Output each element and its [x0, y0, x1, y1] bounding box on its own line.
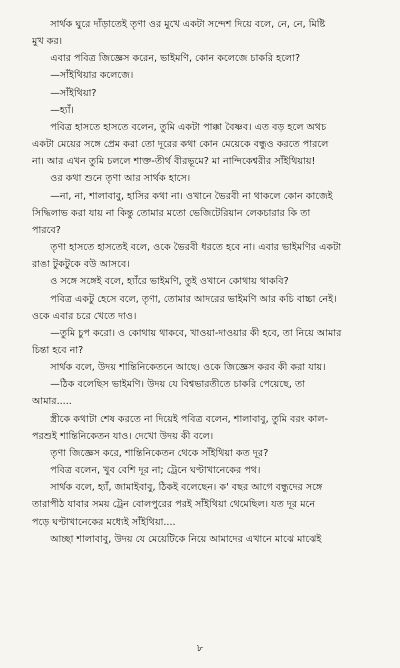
text-line: এবার পবিত্র জিজ্ঞেস করেন, ভাইমণি, কোন কলেজে চাকরি হলো?	[32, 53, 301, 65]
text-line: সার্থক বলে, উদয় শান্তিনিকেতনে আছে। ওকে জিজ্ঞেস করব কী করা যায়।	[32, 362, 326, 374]
text-line: একটা মেয়ের সঙ্গে প্রেম করা তো দূরের কথা কোন মেয়েকে বন্ধুও করতে পারলে	[32, 139, 329, 151]
text-line: —সাঁইথিয়া?	[32, 87, 97, 99]
text-line: স্ত্রীকে কথাটা শেষ করতে না দিয়েই পবিত্র বলেন, শালাবাবু, তুমি বরং কাল-	[32, 413, 328, 425]
text-line: মুখ কর।	[32, 36, 63, 48]
text-line: সার্থক বলে, হ্যাঁ, জামাইবাবু, ঠিকই বলেছেন। ক' বছর আগে বন্ধুদের সঙ্গে	[32, 482, 323, 494]
text-line: তৃণা হাসতে হাসতেই বলে, ওকে ভৈরবী ধরতে হবে না। এবার ভাইমণির একটা	[32, 242, 342, 254]
text-line: পারবে?	[32, 224, 61, 236]
text-line: ওর কথা শুনে তৃণা আর সার্থক হাসে।	[32, 173, 191, 185]
text-line: পরশুই শান্তিনিকেতন যাও। দেখো উদয় কী বলে।	[32, 430, 214, 442]
text-line: —ঠিক বলেছিস ভাইমণি। উদয় যে বিশ্বভারতীতে চাকরি পেয়েছে, তা	[32, 379, 305, 391]
text-line: পবিত্র একটু হেসে বলে, তৃণা, তোমার আদরের ভাইমণি আর কচি বাচ্চা নেই।	[32, 293, 337, 305]
text-line: আচ্ছা শালাবাবু, উদয় যে মেয়েটিকে নিয়ে আমাদের এখানে মাঝে মাঝেই	[32, 533, 322, 545]
text-line: ও সঙ্গে সঙ্গেই বলে, হ্যাঁরে ভাইমণি, তুই ওখানে কোথায় থাকবি?	[32, 276, 289, 288]
text-line: না। আর এখন তুমি চললে শাক্ত-তীর্থ বীরভূমে? মা নান্দিকেশ্বরীর সাঁইথিয়ায়!	[32, 156, 316, 168]
text-line: সিদ্ধিলাভ করা যায় না কিন্তু তোমার মতো ভেজিটেরিয়ান লেকচারার কি তা	[32, 207, 311, 219]
text-line: তৃণা জিজ্ঞেস করে, শান্তিনিকেতন থেকে সাঁইথিয়া কত দূর?	[32, 447, 269, 459]
text-line: —সাঁইথিয়ার কলেজে।	[32, 70, 134, 82]
text-line: —তুমি চুপ করো। ও কোথায় থাকবে, খাওয়া-দাওয়ার কী হবে, তা নিয়ে আমার	[32, 327, 342, 339]
text-line: চিন্তা হবে না?	[32, 344, 84, 356]
text-line: পবিত্র হাসতে হাসতে বলেন, তুমি একটা পাক্কা বৈষ্ণব। এত বড় হলে অথচ	[32, 121, 327, 133]
page-number: ৮	[196, 643, 204, 654]
text-line: সার্থক ঘুরে দাঁড়াতেই তৃণা ওর মুখে একটা সন্দেশ দিয়ে বলে, নে, নে, মিষ্টি	[32, 19, 326, 30]
text-line: তারাপীঠ যাবার সময় ট্রেন বোলপুরের পরই সাঁইথিয়া থেমেছিল। যত দূর মনে	[32, 499, 316, 511]
text-line: পবিত্র বলেন, খুব বেশি দূর না; ট্রেনে ঘণ্টাখানেকের পথ।	[32, 465, 261, 477]
text-line: পড়ে ঘণ্টাখানেকের মধ্যেই সাঁইথিয়া....	[32, 516, 176, 528]
text-line: —হ্যাঁ।	[32, 104, 74, 116]
text-line: আমার.....	[32, 396, 72, 408]
text-line: রাঙা টুকটুকে বউ আসবে।	[32, 259, 130, 271]
text-line: ওকে এবার চরে খেতে দাও।	[32, 310, 137, 322]
text-line: —না, না, শালাবাবু, হাসির কথা না। ওখানে ভৈরবী না থাকলে কোন কাজেই	[32, 190, 333, 202]
body-text	[32, 16, 380, 548]
